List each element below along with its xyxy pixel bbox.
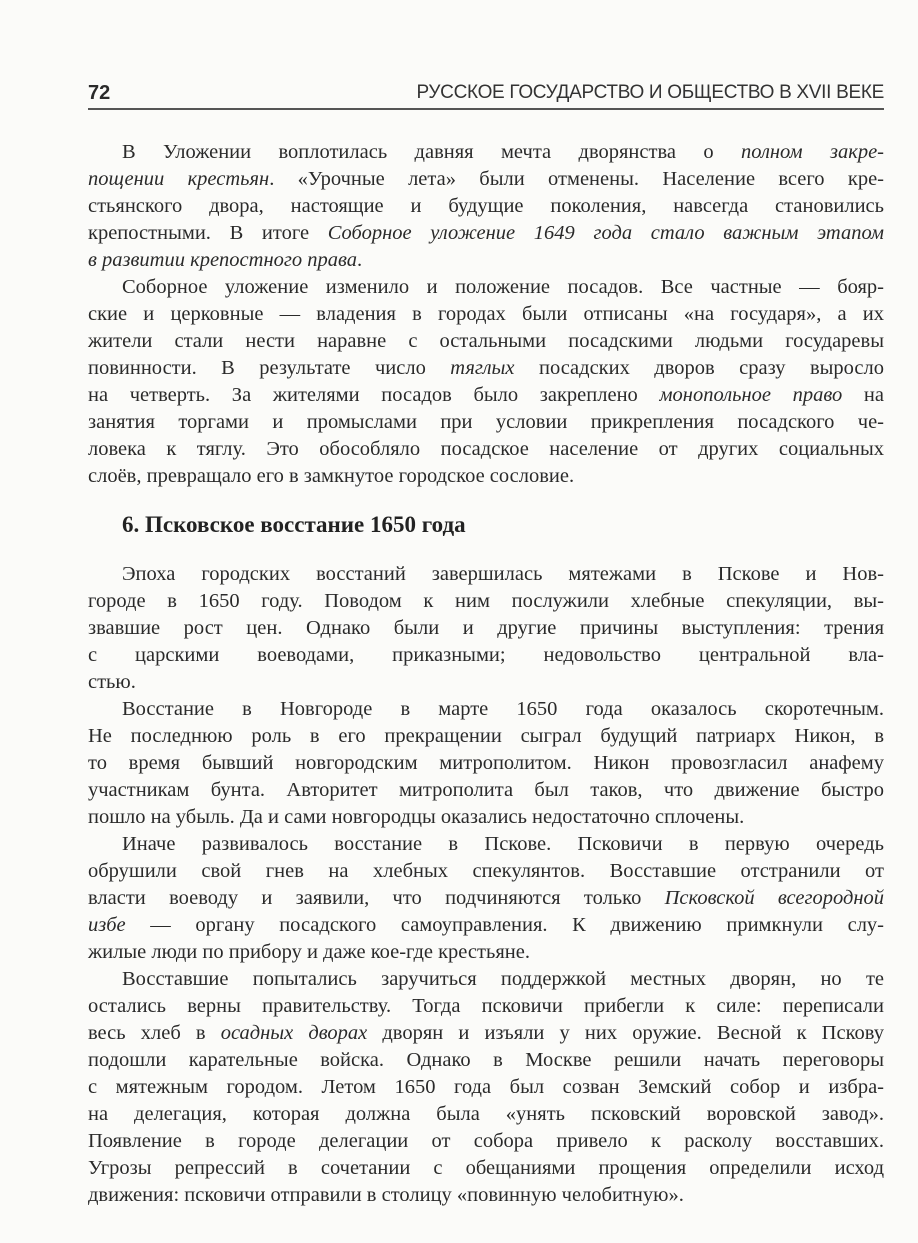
text-line [88, 1182, 884, 1209]
text-line [88, 966, 884, 993]
text-run: движения: псковичи отправили в столицу «повинную челобитную». [88, 1184, 684, 1206]
text-line [88, 247, 884, 274]
text-line [88, 274, 884, 301]
text-line [88, 615, 884, 642]
italic-text: пощении крестьян [88, 168, 270, 190]
text-line [88, 409, 884, 436]
text-run: Восставшие попытались заручиться поддержкой местных дворян, но те [122, 968, 884, 990]
text-line [88, 328, 884, 355]
text-run: Не последнюю роль в его прекращении сыграл будущий патриарх Никон, в [88, 725, 884, 747]
italic-text: Псковской всегородной [664, 887, 884, 909]
text-run: . [357, 249, 363, 271]
text-run: . «Урочные лета» были отменены. Население всего кре- [269, 168, 885, 190]
text-run: Угрозы репрессий в сочетании с обещаниями прощения определили исход [88, 1157, 884, 1179]
text-section-1 [88, 139, 884, 490]
paragraph [88, 966, 884, 1209]
text-line [88, 1047, 884, 1074]
text-run: власти воеводу и заявили, что подчиняются только [88, 887, 665, 909]
italic-text: избе [88, 914, 126, 936]
text-run: участникам бунта. Авторитет митрополита был таков, что движение быстро [88, 779, 884, 801]
text-line [88, 723, 884, 750]
text-run: пошло на убыль. Да и сами новгородцы оказались недостаточно сплочены. [88, 806, 745, 828]
text-line [88, 436, 884, 463]
italic-text: тяглых [450, 357, 515, 379]
running-header [88, 80, 884, 110]
text-run: на делегация, которая должна была «унять псковский воровской завод». [88, 1103, 884, 1125]
text-section-2 [88, 561, 884, 1209]
text-line [88, 831, 884, 858]
section-heading: 6. Псковское восстание 1650 года [122, 512, 466, 537]
text-run: то время бывший новгородским митрополитом. Никон провозгласил анафему [88, 752, 884, 774]
paragraph [88, 696, 884, 831]
text-line [88, 912, 884, 939]
text-run: Появление в городе делегации от собора привело к расколу восставших. [88, 1130, 884, 1152]
text-run: ские и церковные — владения в городах были отписаны «на государя», а их [88, 303, 884, 325]
text-line [88, 301, 884, 328]
text-run: стью. [88, 671, 136, 693]
text-run: дворян и изъяли у них оружие. Весной к Пскову [367, 1022, 884, 1044]
text-line [88, 588, 884, 615]
italic-text: осадных дворах [220, 1022, 368, 1044]
text-line [88, 139, 884, 166]
text-line [88, 193, 884, 220]
text-run: весь хлеб в [88, 1022, 221, 1044]
text-run: повинности. В результате число [88, 357, 451, 379]
text-run: обрушили свой гнев на хлебных спекулянтов. Восставшие отстранили от [88, 860, 884, 882]
text-run: звавшие рост цен. Однако были и другие причины выступления: трения [88, 617, 884, 639]
italic-text: монопольное право [659, 384, 843, 406]
italic-text: Соборное уложение 1649 года стало важным этапом [327, 222, 884, 244]
italic-text: полном закре- [740, 141, 884, 163]
text-run: В Уложении воплотилась давняя мечта дворянства о [122, 141, 741, 163]
page-number: 72 [88, 82, 111, 104]
text-run: ловека к тяглу. Это обособляло посадское население от других социальных [88, 438, 884, 460]
text-line [88, 1101, 884, 1128]
text-line [88, 858, 884, 885]
text-line [88, 885, 884, 912]
text-run: посадских дворов сразу выросло [514, 357, 884, 379]
text-line [88, 669, 884, 696]
text-run: крепостными. В итоге [88, 222, 328, 244]
text-line [88, 220, 884, 247]
text-run: жители стали нести наравне с остальными посадскими людьми государевы [88, 330, 884, 352]
text-line [88, 1155, 884, 1182]
text-run: занятия торгами и промыслами при условии прикрепления посадского че- [88, 411, 884, 433]
text-line [88, 642, 884, 669]
paragraph [88, 561, 884, 696]
text-line [88, 355, 884, 382]
text-line [88, 1074, 884, 1101]
paragraph [88, 139, 884, 274]
text-line [88, 993, 884, 1020]
text-run: на четверть. За жителями посадов было закреплено [88, 384, 660, 406]
text-line [88, 939, 884, 966]
paragraph [88, 831, 884, 966]
running-title: РУССКОЕ ГОСУДАРСТВО И ОБЩЕСТВО В XVII ВЕКЕ [416, 82, 884, 103]
text-run: с царскими воеводами, приказными; недовольство центральной вла- [88, 644, 884, 666]
text-run: Иначе развивалось восстание в Пскове. Псковичи в первую очередь [122, 833, 884, 855]
italic-text: в развитии крепостного права [88, 249, 357, 271]
text-run: стьянского двора, настоящие и будущие поколения, навсегда становились [88, 195, 884, 217]
text-run: с мятежным городом. Летом 1650 года был созван Земский собор и избра- [88, 1076, 884, 1098]
text-run: остались верны правительству. Тогда псковичи прибегли к силе: переписали [88, 995, 884, 1017]
text-line [88, 561, 884, 588]
text-run: Соборное уложение изменило и положение посадов. Все частные — бояр- [122, 276, 884, 298]
text-line [88, 696, 884, 723]
text-line [88, 1020, 884, 1047]
text-run: Эпоха городских восстаний завершилась мятежами в Пскове и Нов- [122, 563, 884, 585]
text-line [88, 750, 884, 777]
text-line [88, 804, 884, 831]
paragraph [88, 274, 884, 490]
text-run: подошли карательные войска. Однако в Москве решили начать переговоры [88, 1049, 884, 1071]
text-line [88, 463, 884, 490]
text-line [88, 166, 884, 193]
text-line [88, 382, 884, 409]
text-run: жилые люди по прибору и даже кое-где крестьяне. [88, 941, 530, 963]
text-run: городе в 1650 году. Поводом к ним послужили хлебные спекуляции, вы- [88, 590, 884, 612]
text-run: слоёв, превращало его в замкнутое городское сословие. [88, 465, 575, 487]
text-run: Восстание в Новгороде в марте 1650 года оказалось скоротечным. [122, 698, 884, 720]
text-line [88, 777, 884, 804]
text-line [88, 1128, 884, 1155]
text-run: на [842, 384, 884, 406]
text-run: — органу посадского самоуправления. К движению примкнули слу- [125, 914, 884, 936]
